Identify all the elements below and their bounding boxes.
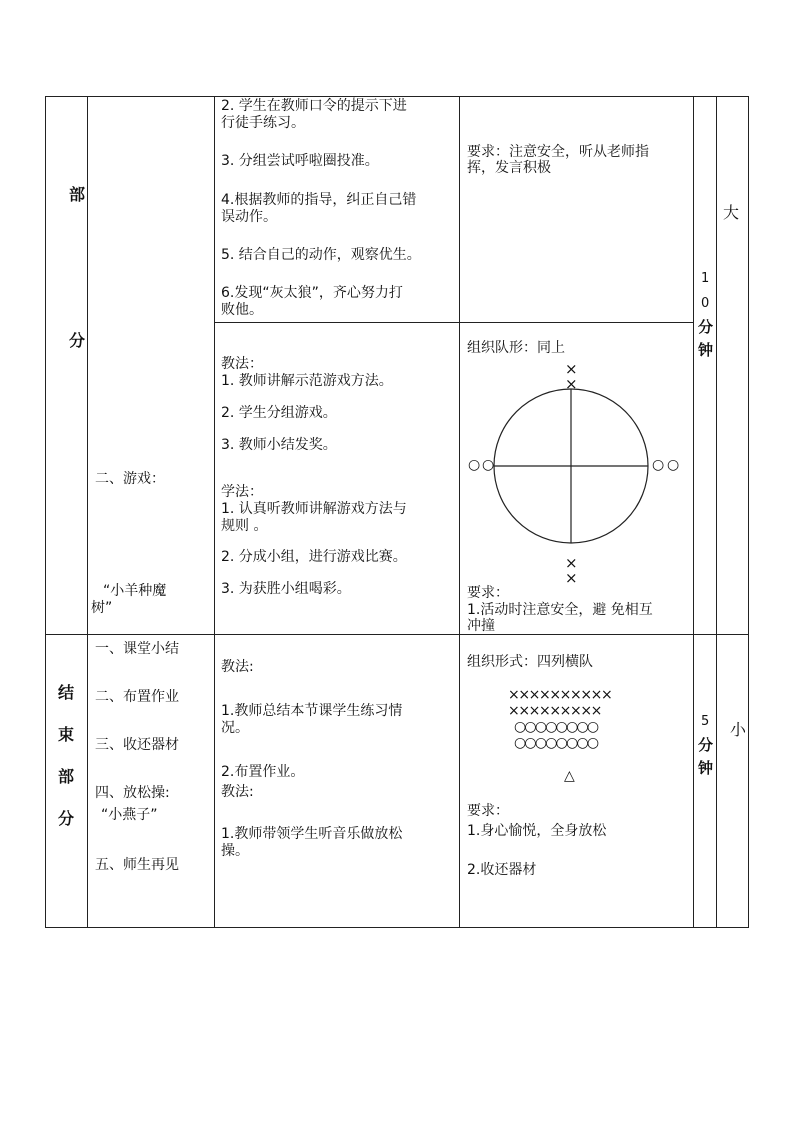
teach-method-item: 操。 <box>221 843 249 859</box>
circle-mark: ○ <box>468 457 481 473</box>
circle-mark: ○ <box>652 457 665 473</box>
learn-method-title: 学法： <box>221 484 263 500</box>
requirement-title: 要求： <box>467 803 509 819</box>
teach-method-item: 1.教师总结本节课学生练习情 <box>221 703 403 719</box>
learn-method-item: 1. 认真听教师讲解游戏方法与 <box>221 501 407 517</box>
teach-method-item: 1. 教师讲解示范游戏方法。 <box>221 373 393 389</box>
practice-step: 3. 分组尝试呼啦圈投准。 <box>221 153 379 169</box>
requirement-title: 要求： <box>467 585 509 601</box>
time-char: 分 <box>698 736 714 754</box>
practice-step: 行徒手练习。 <box>221 115 305 131</box>
teach-method-title: 教法： <box>221 356 263 372</box>
practice-step: 2. 学生在教师口令的提示下进 <box>221 98 407 114</box>
time-char: 钟 <box>698 341 714 359</box>
time-char: 钟 <box>698 759 714 777</box>
ending-item: 二、布置作业 <box>95 689 179 705</box>
ending-item: 四、放松操: <box>95 785 170 801</box>
part-label-char: 部 <box>58 767 75 786</box>
cross-mark: × <box>565 569 578 587</box>
time-char: 0 <box>701 296 710 311</box>
time-char: 分 <box>698 318 714 336</box>
practice-step: 5. 结合自己的动作，观察优生。 <box>221 247 421 263</box>
learn-method-item: 规则 。 <box>221 518 268 534</box>
game-name: “小羊种魔 <box>103 583 167 599</box>
formation-row: ×××××××××× <box>508 687 612 703</box>
practice-step: 败他。 <box>221 302 263 318</box>
practice-step: 4.根据教师的指导，纠正自己错 <box>221 192 417 208</box>
practice-step: 误动作。 <box>221 209 277 225</box>
ending-item: “小燕子” <box>101 807 158 823</box>
circle-mark: ○ <box>667 457 680 473</box>
part-label-char: 分 <box>58 809 75 828</box>
teach-method-item: 况。 <box>221 720 249 736</box>
time-char: 1 <box>701 271 710 286</box>
teach-method-item: 3. 教师小结发奖。 <box>221 437 337 453</box>
teacher-position: △ <box>564 768 575 784</box>
ending-item: 五、师生再见 <box>95 857 179 873</box>
formation-row: ××××××××× <box>508 703 601 719</box>
cross-mark: × <box>565 360 578 378</box>
learn-method-item: 3. 为获胜小组喝彩。 <box>221 581 351 597</box>
cross-mark: × <box>565 554 578 572</box>
part-label-char: 分 <box>69 331 86 350</box>
requirement-text: 冲撞 <box>467 618 495 634</box>
requirement-text: 1.身心愉悦，全身放松 <box>467 823 607 839</box>
teach-method-item: 1.教师带领学生听音乐做放松 <box>221 826 403 842</box>
learn-method-item: 2. 分成小组，进行游戏比赛。 <box>221 549 407 565</box>
teach-method-item: 2. 学生分组游戏。 <box>221 405 337 421</box>
requirement-text: 挥，发言积极 <box>467 160 551 176</box>
circle-mark: ○ <box>482 457 495 473</box>
practice-step: 6.发现“灰太狼”，齐心努力打 <box>221 285 403 301</box>
cross-mark: × <box>565 375 578 393</box>
teach-method-title: 教法: <box>221 659 254 675</box>
part-label-char: 部 <box>69 185 86 204</box>
teach-method-item: 2.布置作业。 <box>221 764 305 780</box>
formation-title: 组织队形：同上 <box>467 340 565 356</box>
ending-item: 一、课堂小结 <box>95 641 179 657</box>
formation-title: 组织形式：四列横队 <box>467 654 593 670</box>
requirement-text: 要求：注意安全，听从老师指 <box>467 144 649 160</box>
requirement-text: 2.收还器材 <box>467 862 537 878</box>
intensity-label: 大 <box>723 203 740 222</box>
part-label-char: 结 <box>58 683 75 702</box>
teach-method-title: 教法: <box>221 784 254 800</box>
time-char: 5 <box>701 714 710 729</box>
formation-row: ○○○○○○○○ <box>514 719 598 735</box>
ending-item: 三、收还器材 <box>95 737 179 753</box>
requirement-text: 1.活动时注意安全，避 免相互 <box>467 602 653 618</box>
formation-row: ○○○○○○○○ <box>514 735 598 751</box>
game-heading: 二、游戏： <box>95 471 165 487</box>
part-label-char: 束 <box>58 725 75 744</box>
game-name: 树” <box>91 600 113 616</box>
intensity-label: 小 <box>730 720 747 739</box>
